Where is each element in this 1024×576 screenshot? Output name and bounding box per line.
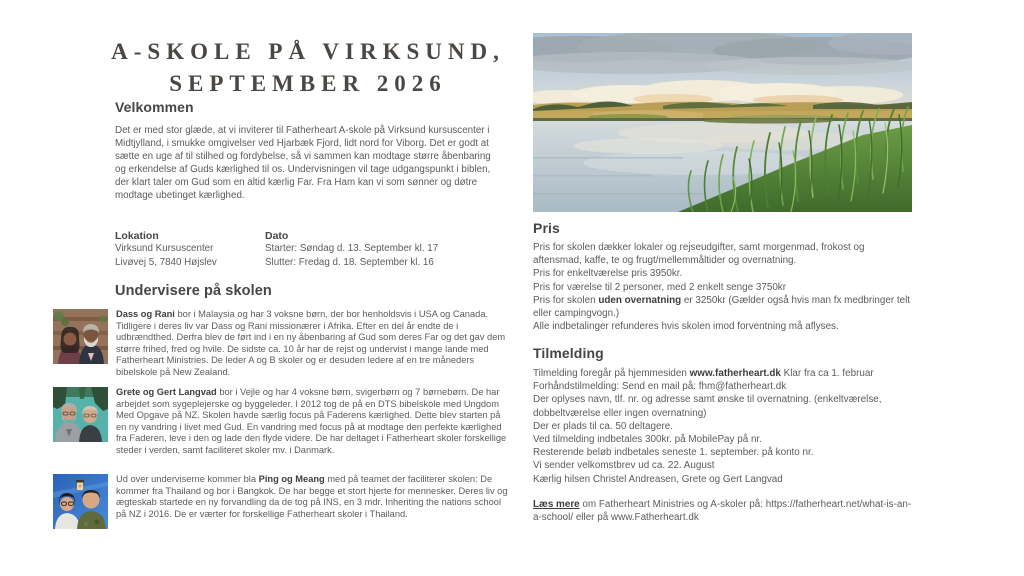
teacher-bio-text: Ud over underviserne kommer bla Ping og Meang med på teamet der faciliterer skolen: De kommer fra Thailand og bor i Bangkok. De har begge et stort hjerte for mennesker. Deres liv og ægteskab startede en ny forvandling da de tog på INS, en 3 mdr. Inheriting the nations school på NZ i 2016. De er værter for forskellige Fatherheart skoler i Thailand. (116, 474, 508, 519)
price-line-includes: Pris for skolen dækker lokaler og rejseudgifter, samt morgenmad, frokost og aftensmad, kaffe, te og frugt/mellemmåltider og overnatning. (533, 242, 865, 267)
page-title-line2: SEPTEMBER 2026 (169, 71, 447, 96)
teacher-bio-grete-gert (53, 387, 510, 457)
teacher-name: Grete og Gert Langvad (116, 387, 217, 397)
date-start: Starter: Søndag d. 13. September kl. 17 (265, 243, 439, 254)
grete-og-gert-photo (53, 387, 108, 442)
price-line-single-room: Pris for enkeltværelse pris 3950kr. (533, 268, 683, 280)
signup-line-website: Tilmelding foregår på hjemmesiden www.fatherheart.dk Klar fra ca 1. februar (533, 368, 874, 379)
read-more-paragraph: Læs mere om Fatherheart Ministries og A-skoler på: https://fatherheart.net/what-is-an-a-school/ eller på www.Fatherheart.dk (533, 499, 912, 524)
signup-block (533, 367, 915, 486)
date-heading: Dato (265, 230, 289, 242)
signup-line-signature: Kærlig hilsen Christel Andreasen, Grete og Gert Langvad (533, 473, 783, 485)
location-name: Virksund Kursuscenter (115, 243, 214, 254)
website-text: www.fatherheart.dk (689, 368, 781, 379)
page-title (110, 36, 506, 100)
teacher-name: Dass og Rani (116, 309, 175, 319)
teacher-bio-dass-rani (53, 309, 510, 379)
welcome-heading: Velkommen (115, 99, 194, 115)
location-heading: Lokation (115, 230, 159, 242)
teachers-heading: Undervisere på skolen (115, 283, 272, 299)
ping-og-meang-photo (53, 474, 108, 529)
signup-line-welcome-letter: Vi sender velkomstbrev ud ca. 22. August (533, 460, 715, 472)
dass-og-rani-photo (53, 309, 108, 364)
location-block (115, 230, 265, 270)
price-block (533, 241, 912, 333)
price-line-no-overnight: Pris for skolen uden overnatning er 3250kr (Gælder også hvis man fx medbringer telt eller campingvogn.) (533, 294, 911, 320)
signup-line-email: Forhåndstilmelding: Send en mail på: fhm@fatherheart.dk (533, 381, 787, 393)
date-end: Slutter: Fredag d. 18. September kl. 16 (265, 257, 434, 268)
price-line-refund: Alle indbetalinger refunderes hvis skolen imod forventning må aflyses. (533, 321, 839, 333)
teacher-name: Ping og Meang (258, 474, 325, 484)
read-more-link[interactable]: Læs mere (533, 499, 580, 510)
price-heading: Pris (533, 220, 560, 236)
welcome-paragraph: Det er med stor glæde, at vi inviterer til Fatherheart A-skole på Virksund kursuscenter i Midtjylland, i smukke omgivelser ved Hjarbæk Fjord, lidt nord for Viborg. Det er godt at sætte en uge af til stilhed og fordybelse, så vi sammen kan modtage større åbenbaring og erkendelse af Guds kærlighed til os. Undervisningen vil tage udgangspunkt i biblen, der klart taler om Gud som en altid kærlig Far. Fra Ham kan vi som sønner og døtre modtage ubetinget kærlighed. (115, 125, 491, 201)
teacher-bio-text: Grete og Gert Langvad bor i Vejle og har 4 voksne børn, svigerbørn og 7 børnebørn. De har arbejdet som sygeplejerske og byggeleder. I 2012 tog de på en DTS bibelskole med Ungdom Med Opgave på NZ. Skolen havde særlig focus på Faderens kærlighed. Dette blev starten på en ny vandring i livet med Gud. En vandring med focus på at modtage den perfekte kærlighed fra Faderen, leve i den og lade den flyde videre. De har deltaget i Fatherheart skoler forskellige steder i verden, samt faciliteret skoler mv. i Danmark. (116, 387, 507, 455)
signup-heading: Tilmelding (533, 345, 604, 361)
signup-line-balance: Resterende beløb indbetales seneste 1. september. på konto nr. (533, 447, 814, 459)
price-line-double-room: Pris for værelse til 2 personer, med 2 enkelt senge 3750kr (533, 281, 787, 293)
date-block (265, 230, 505, 270)
teacher-bio-text: Dass og Rani bor i Malaysia og har 3 voksne børn, der bor henholdsvis i USA og Canada. Tidligere i deres liv var Dass og Rani missionærer i Afrika. Efter en del år endte de i udbrændthed. Derfra blev de ført ind i en ny åbenbaring af Gud som deres Far og det gav dem større frihed, fred og hvile. De sidste ca. 10 år har de rejst og undervist i mange lande med Fatherheart Ministries. De leder A og B skoler og er desuden ledere af en tre måneders bibelskole på New Zealand. (116, 309, 506, 377)
signup-line-capacity: Der er plads til ca. 50 deltagere. (533, 420, 673, 432)
signup-line-info: Der oplyses navn, tlf. nr. og adresse samt ønske til overnatning. (enkeltværelse, dobbeltværelse eller ingen overnatning) (533, 394, 882, 419)
teacher-bio-ping-meang (53, 474, 510, 529)
location-address: Livøvej 5, 7840 Højslev (115, 257, 217, 268)
virksund-fjord-landscape-photo (533, 33, 912, 212)
signup-line-deposit: Ved tilmelding indbetales 300kr. på MobilePay på nr. (533, 434, 762, 446)
page-title-line1: A-SKOLE PÅ VIRKSUND, (111, 39, 505, 64)
